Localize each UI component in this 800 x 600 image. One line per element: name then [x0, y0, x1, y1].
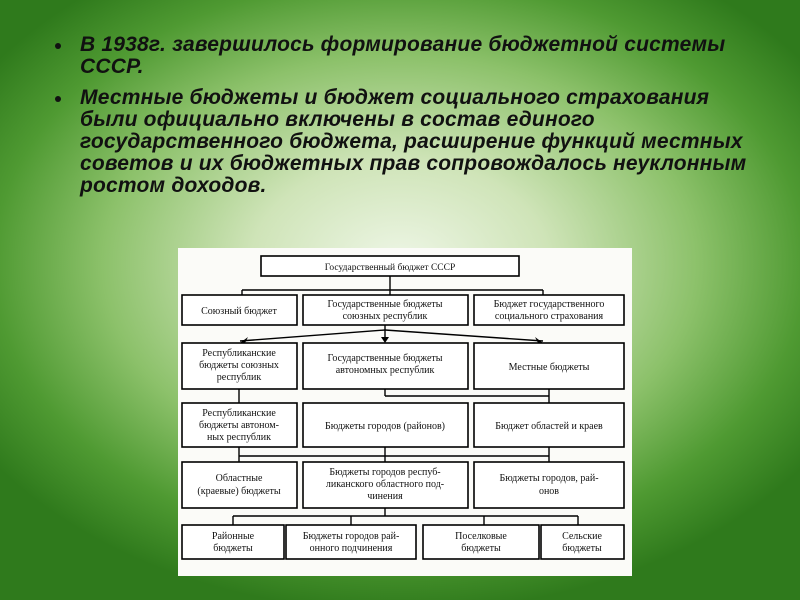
svg-text:ных республик: ных республик — [207, 432, 271, 443]
svg-text:бюджеты автоном-: бюджеты автоном- — [199, 420, 279, 431]
svg-text:Районные: Районные — [211, 531, 255, 542]
node-rural-budgets — [541, 525, 624, 559]
bullet-item-1: В 1938г. завершилось формирование бюджетной системы СССР. — [48, 34, 768, 78]
svg-text:Бюджет областей и краев: Бюджет областей и краев — [495, 421, 603, 432]
node-region-territory-budget — [474, 403, 624, 447]
title-box — [261, 256, 519, 276]
node-district-city-budgets — [286, 525, 416, 559]
budget-structure-diagram — [178, 248, 632, 576]
svg-text:бюджеты союзных: бюджеты союзных — [199, 360, 279, 371]
svg-text:Местные бюджеты: Местные бюджеты — [508, 362, 590, 373]
node-union-budget — [182, 295, 297, 325]
node-autonomous-republican-budgets — [182, 403, 297, 447]
svg-text:Республиканские: Республиканские — [202, 348, 276, 359]
svg-text:ликанского областного под-: ликанского областного под- — [325, 479, 445, 490]
svg-text:(краевые) бюджеты: (краевые) бюджеты — [197, 486, 281, 497]
svg-text:автономных республик: автономных республик — [335, 365, 435, 376]
svg-text:бюджеты: бюджеты — [213, 543, 253, 554]
node-union-republic-budgets — [182, 343, 297, 389]
svg-text:Государственные бюджеты: Государственные бюджеты — [327, 299, 443, 310]
svg-text:онов: онов — [538, 486, 560, 497]
svg-text:бюджеты: бюджеты — [461, 543, 501, 554]
svg-text:Бюджет государственного: Бюджет государственного — [493, 299, 605, 310]
svg-text:Бюджеты городов респуб-: Бюджеты городов респуб- — [329, 467, 441, 478]
node-local-budgets — [474, 343, 624, 389]
node-republic-budgets — [303, 295, 468, 325]
svg-text:Поселковые: Поселковые — [455, 531, 507, 542]
svg-text:Бюджеты городов (районов): Бюджеты городов (районов) — [325, 421, 445, 432]
svg-text:Союзный бюджет: Союзный бюджет — [201, 306, 277, 317]
svg-text:онного подчинения: онного подчинения — [309, 543, 393, 554]
svg-text:бюджеты: бюджеты — [562, 543, 602, 554]
node-settlement-budgets — [423, 525, 539, 559]
node-district-budgets — [182, 525, 284, 559]
node-regional-budgets — [182, 462, 297, 508]
node-social-insurance-budget — [474, 295, 624, 325]
svg-text:республик: республик — [216, 372, 262, 383]
svg-text:Бюджеты городов рай-: Бюджеты городов рай- — [302, 531, 400, 542]
svg-text:Государственные бюджеты: Государственные бюджеты — [327, 353, 443, 364]
svg-text:социального страхования: социального страхования — [494, 311, 604, 322]
node-city-area-budgets — [474, 462, 624, 508]
svg-text:Областные: Областные — [215, 473, 263, 484]
svg-text:Республиканские: Республиканские — [202, 408, 276, 419]
svg-text:чинения: чинения — [367, 491, 403, 502]
svg-text:союзных республик: союзных республик — [342, 311, 428, 322]
svg-text:Бюджеты городов, рай-: Бюджеты городов, рай- — [499, 473, 599, 484]
bullet-list — [48, 34, 768, 206]
node-republican-regional-city-budgets — [303, 462, 468, 508]
svg-text:Сельские: Сельские — [562, 531, 602, 542]
node-city-district-budgets — [303, 403, 468, 447]
node-autonomous-republic-budgets — [303, 343, 468, 389]
title-text: Государственный бюджет СССР — [324, 263, 456, 273]
bullet-item-2: Местные бюджеты и бюджет социального страхования были официально включены в состав единого государственного бюджета, расширение функций местных советов и их бюджетных прав сопровождалось неуклонным ростом доходов. — [48, 87, 768, 197]
